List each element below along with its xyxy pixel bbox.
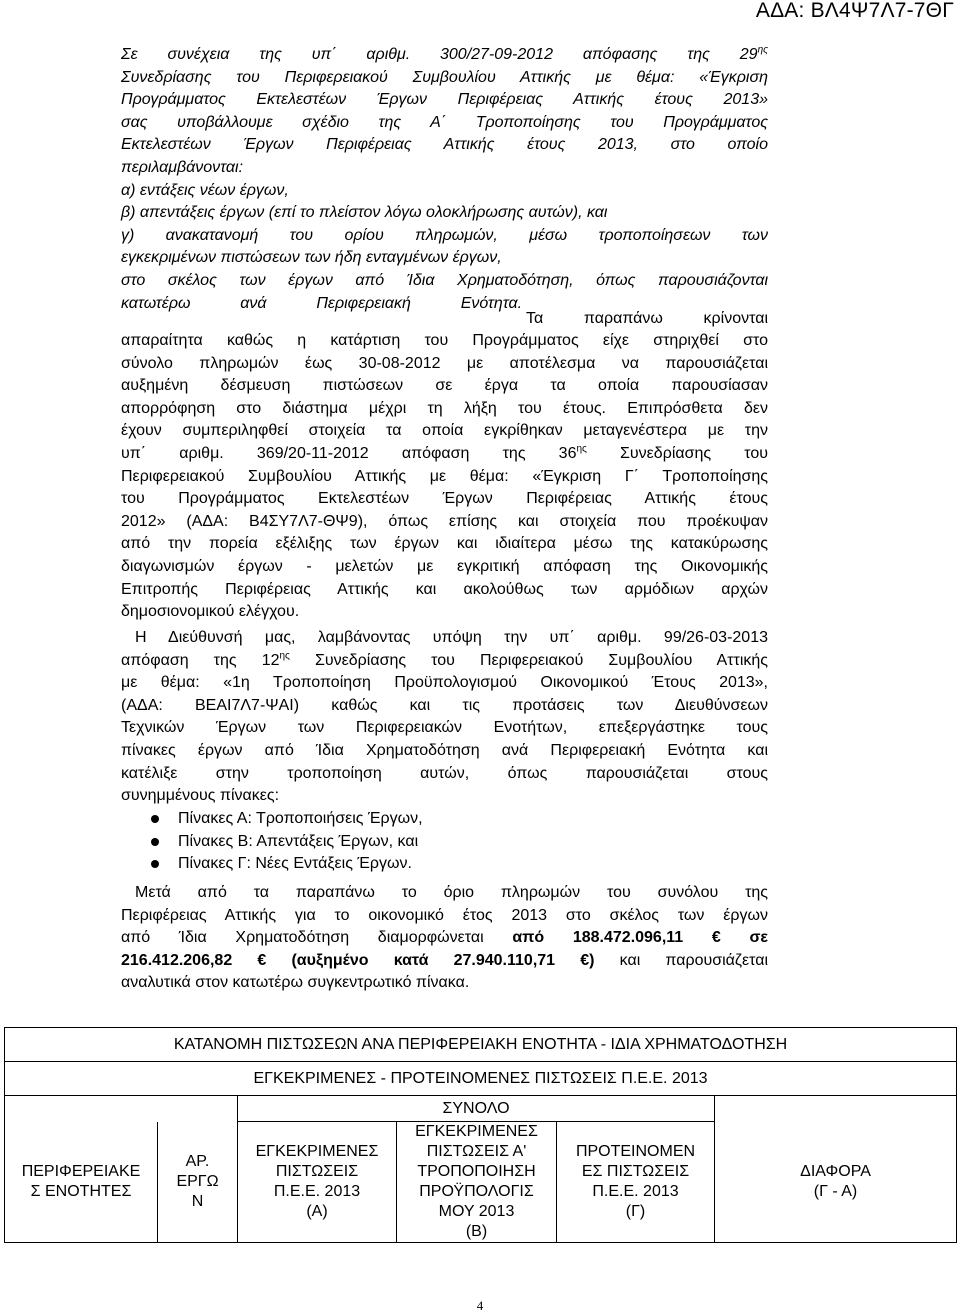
text-line: κατέλιξε στην τροποποίηση αυτών, όπως παρουσιάζεται στους xyxy=(121,764,768,782)
allocation-table xyxy=(4,1027,957,1243)
text-line: σας υποβάλλουμε σχέδιο της Α΄ Τροποποίησης του Προγράμματος xyxy=(121,113,768,131)
text-line: απόφαση της $12^{\eta\varsigma}$ Συνεδρίασης του Περιφερειακού Συμβουλίου Αττικής xyxy=(121,650,769,669)
text-line: διαγωνισμών έργων - μελετών με εγκριτική απόφαση της Οικονομικής xyxy=(121,557,768,575)
column-header: ΠΕΡΙΦΕΡΕΙΑΚΕ Σ ΕΝΟΤΗΤΕΣ xyxy=(5,1122,158,1243)
text-line: δημοσιονομικού ελέγχου. xyxy=(121,603,300,621)
table-spacer xyxy=(5,1096,238,1122)
column-header: ΠΡΟΤΕΙΝΟΜΕΝ ΕΣ ΠΙΣΤΩΣΕΙΣ Π.Ε.Ε. 2013 (Γ) xyxy=(557,1122,715,1243)
tables-list xyxy=(121,808,423,876)
list-item: Πίνακες Γ: Νέες Εντάξεις Έργων. xyxy=(121,853,423,876)
amount-to: 216.412.206,82 € (αυξημένο κατά 27.940.110,71 €) xyxy=(121,951,595,969)
text-line: του Προγράμματος Εκτελεστέων Έργων Περιφέρειας Αττικής έτους xyxy=(121,490,768,508)
text-line: Επιτροπής Περιφέρειας Αττικής και ακολούθως των αρμόδιων αρχών xyxy=(121,580,768,598)
text-line: Εκτελεστέων Έργων Περιφέρειας Αττικής έτους 2013, στο οποίο xyxy=(121,136,768,154)
text-line: από Ίδια Χρηματοδότηση διαμορφώνεται από 188.472.096,11 € σε xyxy=(121,929,768,947)
column-header: ΔΙΑΦΟΡΑ (Γ - Α) xyxy=(715,1122,957,1243)
amount-from: από 188.472.096,11 € σε xyxy=(512,929,768,947)
text-line: εγκεκριμένων πιστώσεων των ήδη ενταγμένων έργων, xyxy=(121,249,502,267)
text-line: Προγράμματος Εκτελεστέων Έργων Περιφέρειας Αττικής έτους 2013» xyxy=(121,91,768,109)
text-line: έχουν συμπεριληφθεί στοιχεία τα οποία εγκρίθηκαν μεταγενέστερα με την xyxy=(121,422,768,440)
text-line: Συνεδρίασης του Περιφερειακού Συμβουλίου Αττικής με θέμα: «Έγκριση xyxy=(121,68,768,86)
column-header: ΕΓΚΕΚΡΙΜΕΝΕΣ ΠΙΣΤΩΣΕΙΣ Α' ΤΡΟΠΟΠΟΙΗΣΗ ΠΡΟΫΠΟΛΟΓΙΣ ΜΟΥ 2013 (Β) xyxy=(397,1122,557,1243)
text-line: πίνακες έργων από Ίδια Χρηματοδότηση ανά Περιφερειακή Ενότητα και xyxy=(121,741,768,759)
text-line: υπ΄ αριθμ. 369/20-11-2012 απόφαση της $36^{\eta\varsigma}$ Συνεδρίασης του xyxy=(121,443,769,462)
page-number: 4 xyxy=(476,1298,484,1313)
text-line: σύνολο πληρωμών έως 30-08-2012 με αποτέλεσμα να παρουσιάζεται xyxy=(121,354,768,372)
text-line: απαραίτητα καθώς η κατάρτιση του Προγράμματος είχε στηριχθεί στο xyxy=(121,332,768,349)
text-line: Σε συνέχεια της υπ΄ αριθμ. 300/27-09-2012 απόφασης της $29^{\eta\varsigma}$ xyxy=(121,44,768,63)
list-line: γ) ανακατανομή του ορίου πληρωμών, μέσω τροποποίησεων των xyxy=(121,226,768,244)
list-item: Πίνακες Α: Τροποποιήσεις Έργων, xyxy=(121,808,423,831)
paragraph-direction xyxy=(121,627,768,808)
text-line: 216.412.206,82 € (αυξημένο κατά 27.940.110,71 €) και παρουσιάζεται xyxy=(121,951,769,969)
list-item: Πίνακες Β: Απεντάξεις Έργων, και xyxy=(121,831,423,854)
table-subtitle: ΕΓΚΕΚΡΙΜΕΝΕΣ - ΠΡΟΤΕΙΝΟΜΕΝΕΣ ΠΙΣΤΩΣΕΙΣ Π.Ε.Ε. 2013 xyxy=(5,1062,957,1096)
text-line: (ΑΔΑ: ΒΕΑΙ7Λ7-ΨΑΙ) καθώς και τις προτάσεις των Διευθύνσεων xyxy=(121,696,768,714)
text-line: αναλυτικά στον κατωτέρω συγκεντρωτικό πίνακα. xyxy=(121,974,470,992)
paragraph-justification xyxy=(121,330,768,624)
bullet-icon xyxy=(151,838,159,846)
text-line: απορρόφηση στο διάστημα μέχρι τη λήξη του έτους. Επιπρόσθετα δεν xyxy=(121,399,768,417)
text-line: με θέμα: «1η Τροποποίηση Προϋπολογισμού Οικονομικού Έτους 2013», xyxy=(121,674,768,692)
text-line: Περιφέρειας Αττικής για το οικονομικό έτος 2013 στο σκέλος των έργων xyxy=(121,906,768,924)
group-header: ΣΥΝΟΛΟ xyxy=(238,1096,715,1122)
column-header: ΑΡ. ΕΡΓΩ Ν xyxy=(158,1122,238,1243)
text-line: από την πορεία εξέλιξης των έργων και ιδιαίτερα μέσω της κατακύρωσης xyxy=(121,535,768,553)
paragraph-summary xyxy=(121,882,768,995)
text-line: περιλαμβάνονται: xyxy=(121,158,244,176)
text-line: Περιφερειακού Συμβουλίου Αττικής με θέμα: «Έγκριση Γ΄ Τροποποίησης xyxy=(121,467,768,485)
column-header: ΕΓΚΕΚΡΙΜΕΝΕΣ ΠΙΣΤΩΣΕΙΣ Π.Ε.Ε. 2013 (Α) xyxy=(238,1122,397,1243)
text-line: Η Διεύθυνσή μας, λαμβάνοντας υπόψη την υπ΄ αριθμ. 99/26-03-2013 xyxy=(135,629,768,646)
document-code: ΑΔΑ: ΒΛ4Ψ7Λ7-7ΘΓ xyxy=(755,0,954,22)
bullet-icon xyxy=(151,815,159,823)
list-line: β) απεντάξεις έργων (επί το πλείστον λόγω ολοκλήρωσης αυτών), και xyxy=(121,204,608,222)
list-line: α) εντάξεις νέων έργων, xyxy=(121,181,289,199)
paragraph-intro xyxy=(121,44,768,315)
text-line: στο σκέλος των έργων από Ίδια Χρηματοδότηση, όπως παρουσιάζονται xyxy=(121,271,768,289)
text-line: 2012» (ΑΔΑ: Β4ΣΥ7Λ7-ΘΨ9), όπως επίσης και στοιχεία που προέκυψαν xyxy=(121,512,768,530)
text-line: Μετά από τα παραπάνω το όριο πληρωμών του συνόλου της xyxy=(135,884,768,901)
table-title: ΚΑΤΑΝΟΜΗ ΠΙΣΤΩΣΕΩΝ ΑΝΑ ΠΕΡΙΦΕΡΕΙΑΚΗ ΕΝΟΤΗΤΑ - ΙΔΙΑ ΧΡΗΜΑΤΟΔΟΤΗΣΗ xyxy=(5,1028,957,1062)
text-line: συνημμένους πίνακες: xyxy=(121,787,280,805)
paragraph-lead: Τα παραπάνω κρίνονται xyxy=(526,310,768,327)
text-line: αυξημένη δέσμευση πιστώσεων σε έργα τα οποία παρουσίασαν xyxy=(121,377,768,395)
text-line: Τεχνικών Έργων των Περιφερειακών Ενοτήτων, επεξεργάστηκε τους xyxy=(121,719,768,737)
table-spacer xyxy=(715,1096,957,1122)
bullet-icon xyxy=(151,860,159,868)
text-line: κατωτέρω ανά Περιφερειακή Ενότητα. xyxy=(121,294,523,312)
